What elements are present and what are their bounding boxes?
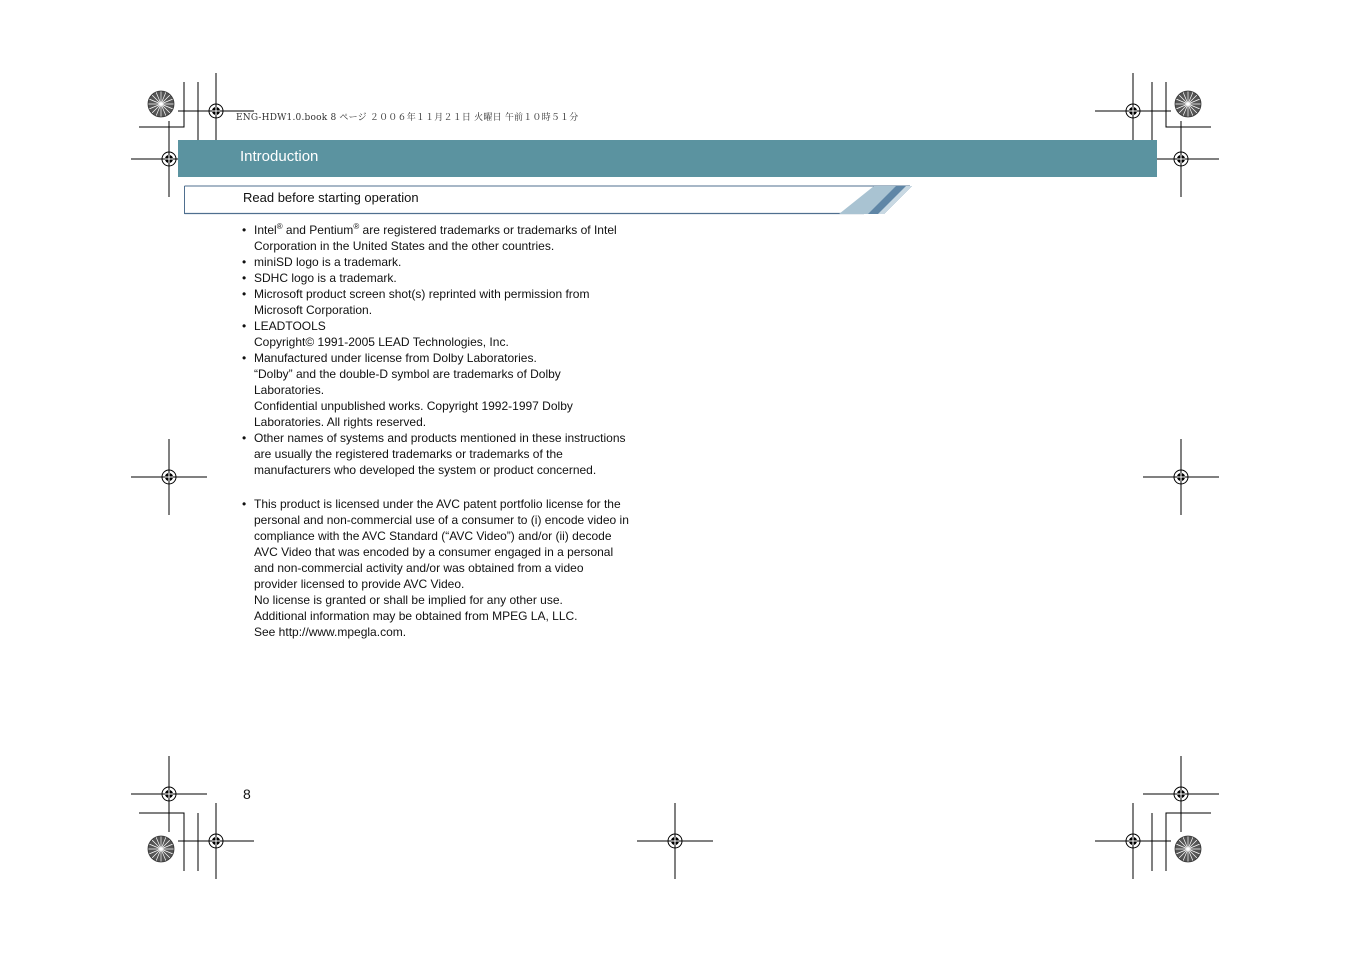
- list-line: SDHC logo is a trademark.: [254, 271, 397, 285]
- list-item: [242, 286, 662, 318]
- text-run: and Pentium: [282, 223, 354, 237]
- list-item: [242, 430, 662, 478]
- bullet-dot: •: [242, 351, 247, 365]
- bullet-dot: •: [242, 431, 247, 445]
- bullet-dot: •: [242, 223, 247, 237]
- list-line: This product is licensed under the AVC patent portfolio license for the: [254, 497, 621, 511]
- list-item: [242, 270, 662, 286]
- bullet-dot: •: [242, 497, 247, 511]
- list-line: Manufactured under license from Dolby Laboratories.: [254, 351, 537, 365]
- list-line: personal and non-commercial use of a consumer to (i) encode video in: [254, 513, 629, 527]
- section-header-bar: [178, 140, 1157, 177]
- list-line: provider licensed to provide AVC Video.: [254, 577, 465, 591]
- list-item: [242, 318, 662, 350]
- list-line: “Dolby” and the double-D symbol are trademarks of Dolby: [254, 367, 561, 381]
- registered-mark: ®: [353, 222, 360, 231]
- list-line: Confidential unpublished works. Copyright 1992-1997 Dolby: [254, 399, 573, 413]
- list-line: manufacturers who developed the system or product concerned.: [254, 463, 597, 477]
- list-item: [242, 350, 662, 430]
- bullet-dot: •: [242, 319, 247, 333]
- list-line: Copyright© 1991-2005 LEAD Technologies, Inc.: [254, 335, 509, 349]
- subsection-header: [184, 185, 912, 215]
- list-line: See http://www.mpegla.com.: [254, 625, 407, 639]
- list-line: Laboratories.: [254, 383, 325, 397]
- list-line: Other names of systems and products mentioned in these instructions: [254, 431, 626, 445]
- bullet-dot: •: [242, 271, 247, 285]
- list-line: [254, 222, 662, 238]
- list-line: AVC Video that was encoded by a consumer engaged in a personal: [254, 545, 614, 559]
- list-line: Laboratories. All rights reserved.: [254, 415, 427, 429]
- bullet-dot: •: [242, 287, 247, 301]
- list-spacer: [242, 478, 662, 496]
- list-line: are usually the registered trademarks or trademarks of the: [254, 447, 563, 461]
- page-number: 8: [243, 786, 251, 802]
- list-line: Microsoft Corporation.: [254, 303, 373, 317]
- book-file-header: ENG-HDW1.0.book 8 ページ ２００６年１１月２１日 火曜日 午前１０時５１分: [236, 113, 579, 123]
- text-run: are registered trademarks or trademarks of Intel: [359, 223, 617, 237]
- list-line: Corporation in the United States and the other countries.: [254, 239, 555, 253]
- list-line: LEADTOOLS: [254, 319, 326, 333]
- list-line: Additional information may be obtained from MPEG LA, LLC.: [254, 609, 578, 623]
- bullet-dot: •: [242, 255, 247, 269]
- text-run: Intel: [254, 223, 277, 237]
- list-item: [242, 222, 662, 254]
- section-title: Introduction: [240, 148, 319, 165]
- trademark-list: [242, 222, 662, 640]
- registered-mark: ®: [276, 222, 283, 231]
- list-line: miniSD logo is a trademark.: [254, 255, 402, 269]
- list-line: No license is granted or shall be implied for any other use.: [254, 593, 563, 607]
- list-item: [242, 496, 662, 640]
- list-item: [242, 254, 662, 270]
- list-line: Microsoft product screen shot(s) reprinted with permission from: [254, 287, 590, 301]
- list-line: compliance with the AVC Standard (“AVC Video”) and/or (ii) decode: [254, 529, 612, 543]
- subsection-title: Read before starting operation: [243, 190, 419, 205]
- list-line: and non-commercial activity and/or was obtained from a video: [254, 561, 584, 575]
